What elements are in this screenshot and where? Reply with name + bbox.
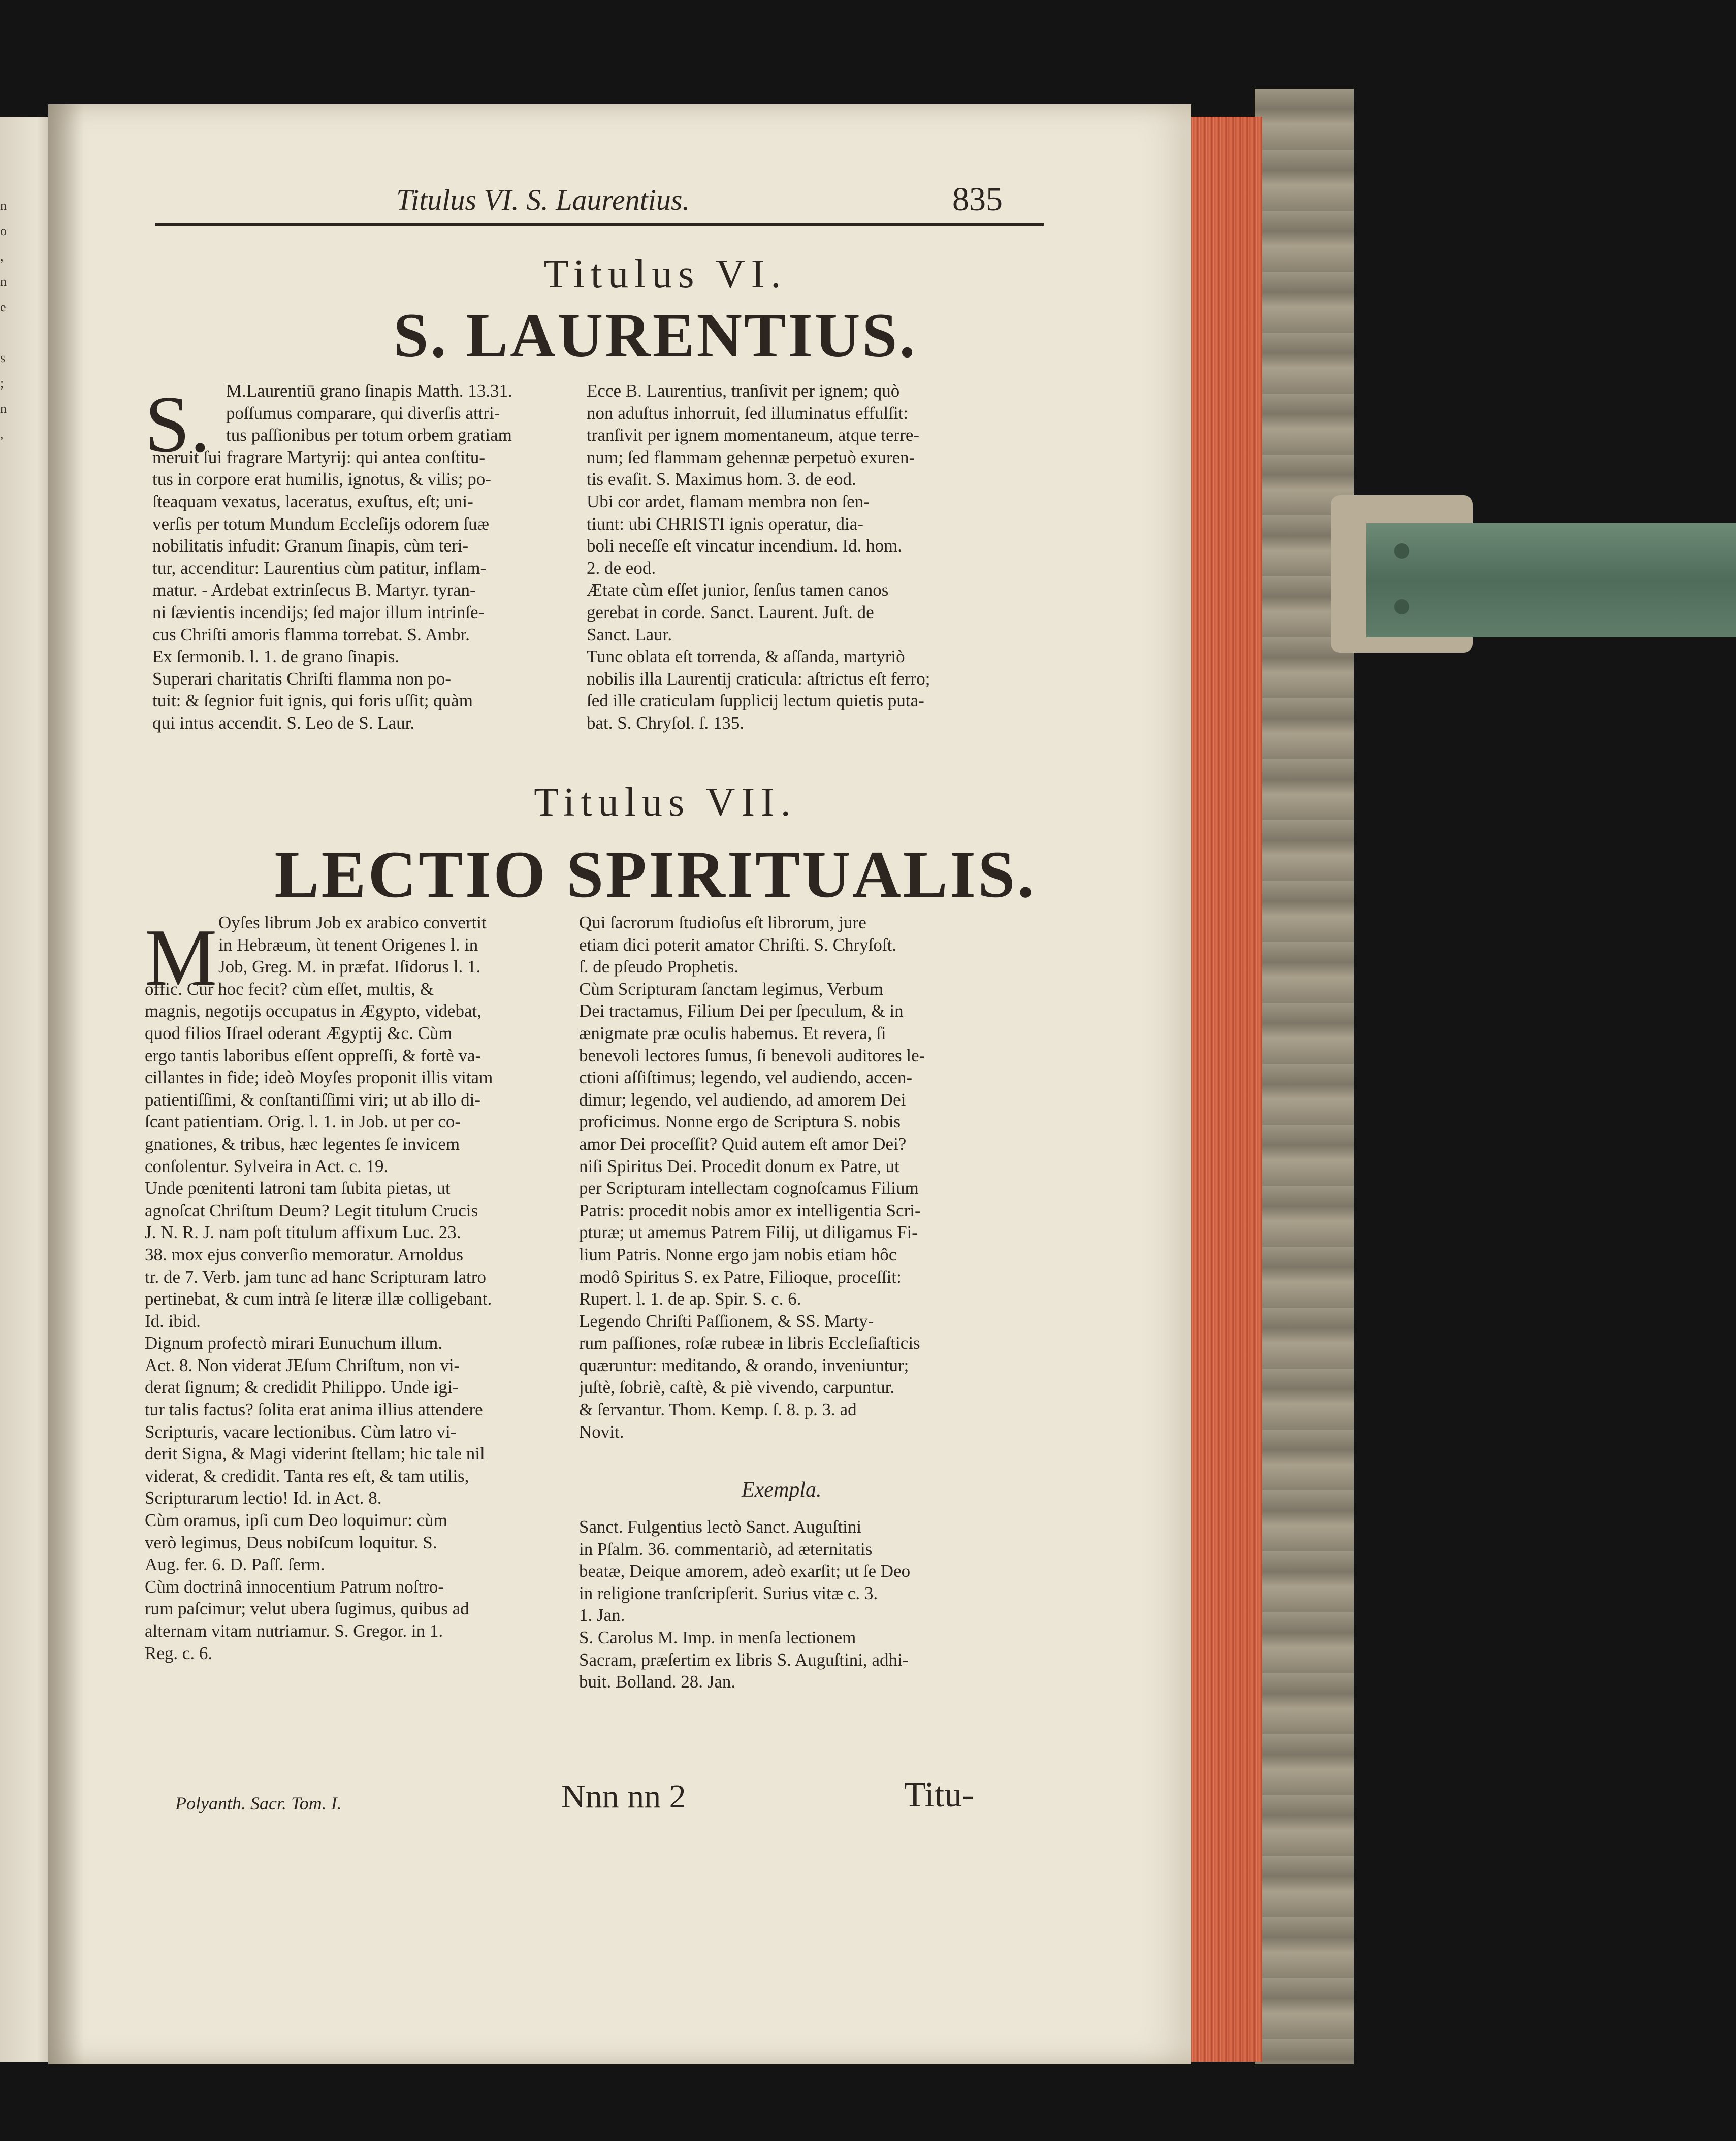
text-line: pturæ; ut amemus Patrem Filij, ut diligamus Fi- [579, 1222, 918, 1243]
text-line: Cùm doctrinâ innocentium Patrum noſtro- [145, 1576, 444, 1597]
exempla-column [579, 1516, 1006, 1693]
text-line: amor Dei proceſſit? Quid autem eſt amor Dei? [579, 1133, 907, 1154]
text-line: tr. de 7. Verb. jam tunc ad hanc Scripturam latro [145, 1267, 486, 1287]
text-line: num; ſed flammam gehennæ perpetuò exuren- [587, 447, 915, 467]
signature-mark: Nnn nn 2 [561, 1778, 686, 1815]
text-line: meruit ſui fragrare Martyrij: qui antea conſtitu- [152, 447, 486, 467]
text-line: matur. - Ardebat extrinſecus B. Martyr. tyran- [152, 580, 476, 600]
section-label: Titulus VI. [543, 252, 787, 297]
book-cover-edge [1255, 89, 1354, 2064]
text-line: Sanct. Laur. [587, 624, 672, 644]
clasp-rivet [1394, 599, 1409, 614]
text-line: tuit: & ſegnior fuit ignis, qui foris uſſit; quàm [152, 691, 473, 711]
drop-cap: M [145, 912, 217, 1002]
text-line: Ubi cor ardet, flamam membra non ſen- [587, 491, 870, 511]
text-line: Ex ſermonib. l. 1. de grano ſinapis. [152, 646, 400, 667]
text-line: gerebat in corde. Sanct. Laurent. Juſt. de [587, 602, 874, 622]
text-line: tiunt: ubi CHRISTI ignis operatur, dia- [587, 513, 863, 534]
text-line: pertinebat, & cum intrà ſe literæ illæ colligebant. [145, 1289, 492, 1309]
text-line: Patris: procedit nobis amor ex intelligentia Scri- [579, 1200, 921, 1220]
text-line: gnationes, & tribus, hæc legentes ſe invicem [145, 1133, 460, 1154]
section-label: Titulus VII. [534, 780, 797, 825]
text-line: conſolentur. Sylveira in Act. c. 19. [145, 1156, 389, 1176]
text-line: Sanct. Fulgentius lectò Sanct. Auguſtini [579, 1517, 862, 1537]
text-line: Dei tractamus, Filium Dei per ſpeculum, & in [579, 1001, 904, 1021]
margin-letter: o [0, 223, 7, 238]
text-line: Scripturis, vacare lectionibus. Cùm latro vi- [145, 1421, 457, 1442]
text-line: ni ſævientis incendijs; ſed major illum intrinſe- [152, 602, 485, 622]
metal-clasp [1366, 523, 1736, 637]
text-line: viderat, & credidit. Tanta res eſt, & tam utilis, [145, 1466, 469, 1486]
text-line: dimur; legendo, vel audiendo, ad amorem Dei [579, 1089, 906, 1110]
text-line: tur talis factus? ſolita erat anima illius attendere [145, 1400, 483, 1420]
text-line: Novit. [579, 1421, 624, 1442]
text-line: in religione tranſcripſerit. Surius vitæ c. 3. [579, 1583, 878, 1603]
catchword: Titu- [904, 1775, 974, 1814]
text-line: J. N. R. J. nam poſt titulum affixum Luc. 23. [145, 1222, 461, 1243]
text-line: Dignum profectò mirari Eunuchum illum. [145, 1333, 443, 1353]
margin-letter: , [0, 427, 4, 441]
margin-letter: n [0, 274, 7, 289]
text-line: ctioni aſſiſtimus; legendo, vel audiendo, accen- [579, 1067, 913, 1088]
text-line: Ætate cùm eſſet junior, ſenſus tamen canos [587, 580, 889, 600]
drop-cap: S. [145, 379, 210, 469]
text-line: proficimus. Nonne ergo de Scriptura S. nobis [579, 1112, 901, 1132]
text-line: Job, Greg. M. in præfat. Iſidorus l. 1. [218, 957, 481, 977]
text-line: Act. 8. Non viderat JEſum Chriſtum, non vi- [145, 1355, 460, 1375]
text-line: qui intus accendit. S. Leo de S. Laur. [152, 712, 415, 733]
text-line: lium Patris. Nonne ergo jam nobis etiam hôc [579, 1244, 897, 1264]
text-line: ſed ille craticulam ſupplicij lectum quietis puta- [587, 691, 924, 711]
text-line: cus Chriſti amoris flamma torrebat. S. Ambr. [152, 624, 470, 644]
signature-line: Polyanth. Sacr. Tom. I. [175, 1793, 342, 1813]
text-line: Cùm Scripturam ſanctam legimus, Verbum [579, 979, 884, 999]
text-line: Tunc oblata eſt torrenda, & aſſanda, martyriò [587, 646, 905, 667]
text-line: Superari charitatis Chriſti flamma non po- [152, 668, 452, 689]
text-line: 2. de eod. [587, 558, 656, 578]
text-line: tranſivit per ignem momentaneum, atque terre- [587, 425, 920, 445]
text-line: in Pſalm. 36. commentariò, ad æternitatis [579, 1539, 873, 1559]
text-line: patientiſſimi, & conſtantiſſimi viri; ut ab illo di- [145, 1089, 481, 1110]
text-line: in Hebræum, ùt tenent Origenes l. in [218, 934, 478, 955]
text-line: nobilis illa Laurentij craticula: aſtrictus eſt ferro; [587, 668, 930, 689]
running-title: Titulus VI. S. Laurentius. [396, 183, 690, 216]
section-title: LECTIO SPIRITUALIS. [274, 837, 1036, 912]
text-line: alternam vitam nutriamur. S. Gregor. in 1. [145, 1621, 443, 1641]
text-line: modô Spiritus S. ex Patre, Filioque, proceſſit: [579, 1267, 902, 1287]
text-line: derit Signa, & Magi viderint ſtellam; hic tale nil [145, 1444, 485, 1464]
text-line: ſ. de pſeudo Prophetis. [579, 957, 738, 977]
margin-letter: n [0, 401, 7, 416]
text-line: Reg. c. 6. [145, 1643, 213, 1663]
margin-letter: , [0, 249, 4, 264]
exempla-heading: Exempla. [742, 1478, 822, 1502]
text-line: beatæ, Deique amorem, adeò exarſit; ut ſe Deo [579, 1561, 911, 1581]
text-line: rum paſcimur; velut ubera ſugimus, quibus ad [145, 1599, 469, 1619]
text-line: nobilitatis infudit: Granum ſinapis, cùm teri- [152, 536, 469, 556]
text-line: Rupert. l. 1. de ap. Spir. S. c. 6. [579, 1289, 801, 1309]
text-line: Cùm oramus, ipſi cum Deo loquimur: cùm [145, 1510, 447, 1531]
page-number: 835 [952, 181, 1003, 218]
text-line: niſi Spiritus Dei. Procedit donum ex Patre, ut [579, 1156, 899, 1176]
text-line: ſteaquam vexatus, laceratus, exuſtus, eſt; uni- [152, 491, 473, 511]
text-line: agnoſcat Chriſtum Deum? Legit titulum Crucis [145, 1200, 478, 1220]
text-line: Legendo Chriſti Paſſionem, & SS. Marty- [579, 1311, 874, 1331]
text-line: S. Carolus M. Imp. in menſa lectionem [579, 1627, 856, 1647]
text-line: Sacram, præſertim ex libris S. Auguſtini, adhi- [579, 1649, 909, 1670]
text-line: tus paſſionibus per totum orbem gratiam [226, 425, 512, 445]
text-line: offic. Cur hoc fecit? cùm eſſet, multis, & [145, 979, 434, 999]
text-line: bat. S. Chryſol. ſ. 135. [587, 712, 745, 733]
clasp-rivet [1394, 543, 1409, 559]
text-line: cillantes in fide; ideò Moyſes proponit illis vitam [145, 1067, 493, 1088]
text-line: M.Laurentiū grano ſinapis Matth. 13.31. [226, 381, 512, 401]
text-line: benevoli lectores ſumus, ſi benevoli auditores le- [579, 1045, 925, 1065]
text-line: magnis, negotijs occupatus in Ægypto, videbat, [145, 1001, 481, 1021]
text-line: verò legimus, Deus nobiſcum loquitur. S. [145, 1532, 437, 1552]
text-line: rum paſſiones, roſæ rubeæ in libris Eccleſiaſticis [579, 1333, 920, 1353]
text-line: quod filios Iſrael oderant Ægyptij &c. Cùm [145, 1023, 453, 1043]
margin-letter: ; [0, 376, 4, 391]
text-line: 1. Jan. [579, 1605, 625, 1626]
text-line: tur, accenditur: Laurentius cùm patitur, inflam- [152, 558, 487, 578]
text-line: Aug. fer. 6. D. Paſſ. ſerm. [145, 1554, 325, 1575]
text-line: Scripturarum lectio! Id. in Act. 8. [145, 1488, 382, 1508]
section-title: S. LAURENTIUS. [393, 301, 917, 370]
text-line: derat ſignum; & credidit Philippo. Unde igi- [145, 1377, 459, 1398]
text-line: Unde pœnitenti latroni tam ſubita pietas, ut [145, 1178, 451, 1198]
margin-letter: e [0, 300, 6, 314]
text-line: 38. mox ejus converſio memoratur. Arnoldus [145, 1244, 463, 1264]
margin-letter: s [0, 350, 6, 365]
text-line: ænigmate præ oculis habemus. Et revera, ſi [579, 1023, 886, 1043]
text-line: etiam dici poterit amator Chriſti. S. Chryſoſt. [579, 934, 897, 955]
text-line: non aduſtus inhorruit, ſed illuminatus effulſit: [587, 403, 909, 423]
text-line: Qui ſacrorum ſtudioſus eſt librorum, jure [579, 913, 866, 932]
text-line: Id. ibid. [145, 1311, 201, 1331]
page-gutter-shadow [48, 104, 84, 2064]
text-line: tis evaſit. S. Maximus hom. 3. de eod. [587, 469, 856, 490]
text-line: Oyſes librum Job ex arabico convertit [218, 913, 487, 932]
text-column-right [579, 912, 1006, 1443]
text-line: buit. Bolland. 28. Jan. [579, 1672, 736, 1692]
text-line: verſis per totum Mundum Eccleſijs odorem ſuæ [152, 513, 489, 534]
text-line: poſſumus comparare, qui diverſis attri- [226, 403, 500, 423]
text-line: ſcant patientiam. Orig. l. 1. in Job. ut per co- [145, 1112, 461, 1132]
text-line: tus in corpore erat humilis, ignotus, & vilis; po- [152, 469, 491, 490]
margin-letter: n [0, 198, 7, 213]
text-column-left [145, 912, 561, 1664]
text-line: Ecce B. Laurentius, tranſivit per ignem; quò [587, 381, 900, 401]
text-line: quæruntur: meditando, & orando, inveniuntur; [579, 1355, 909, 1375]
text-column-right [587, 380, 1006, 734]
text-line: juſtè, ſobriè, caſtè, & piè vivendo, carpuntur. [579, 1377, 895, 1398]
text-line: ergo tantis laboribus eſſent oppreſſi, & fortè va- [145, 1045, 481, 1065]
text-line: boli neceſſe eſt vincatur incendium. Id. hom. [587, 536, 903, 556]
header-rule [155, 223, 1044, 226]
text-line: per Scripturam intellectam cognoſcamus Filium [579, 1178, 919, 1198]
text-line: & ſervantur. Thom. Kemp. ſ. 8. p. 3. ad [579, 1400, 857, 1420]
